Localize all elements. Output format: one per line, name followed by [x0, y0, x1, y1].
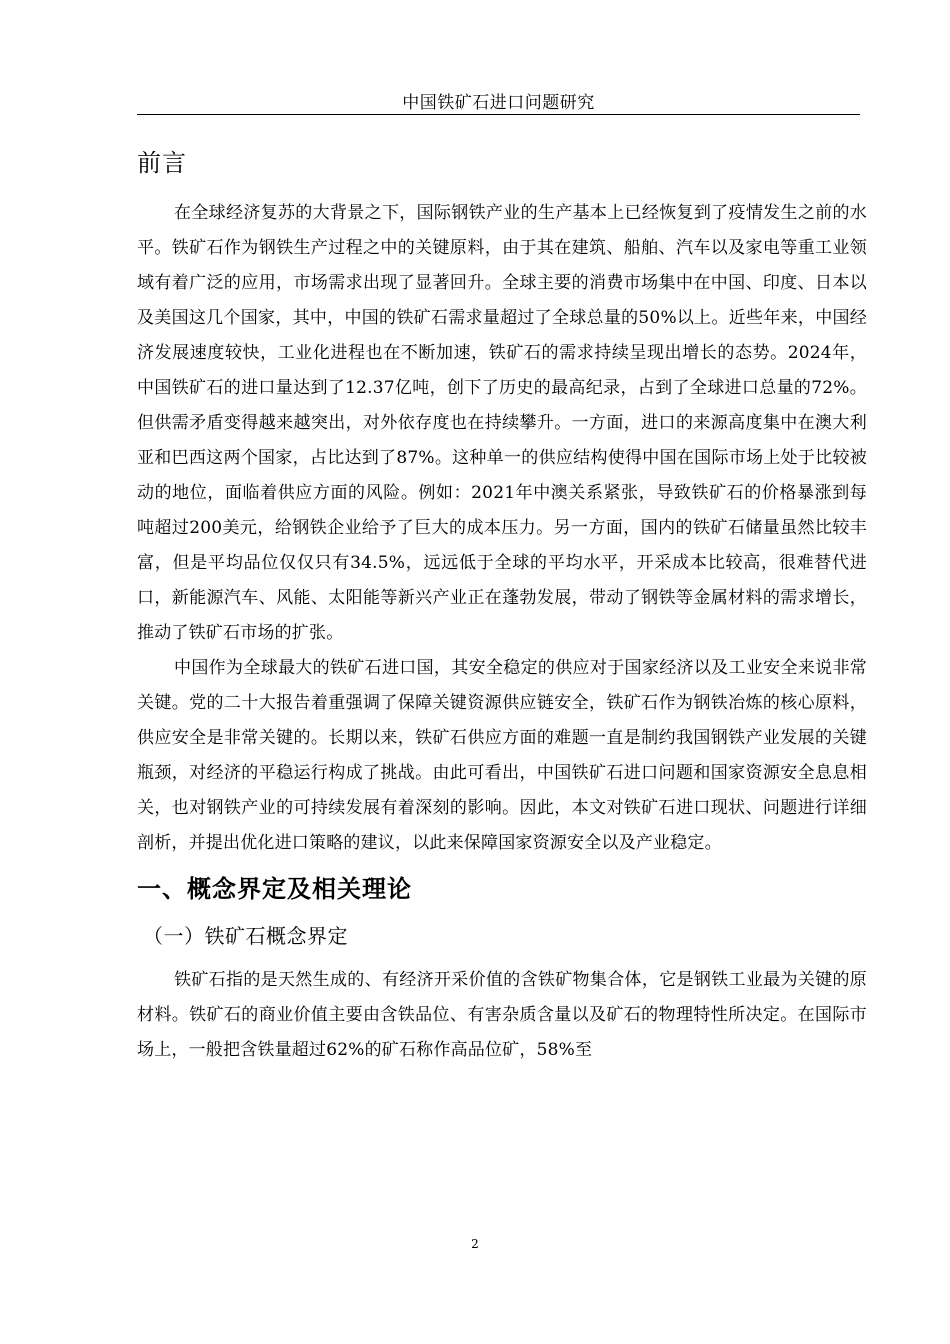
page-number: 2: [471, 1237, 479, 1251]
subsection-1-heading: （一）铁矿石概念界定: [143, 924, 348, 948]
preface-paragraph-2: 中国作为全球最大的铁矿石进口国，其安全稳定的供应对于国家经济以及工业安全来说非常关键。党的二十大报告着重强调了保障关键资源供应链安全，铁矿石作为钢铁冶炼的核心原料，供应安全是非常关键的。长期以来，铁矿石供应方面的难题一直是制约我国钢铁产业发展的关键瓶颈，对经济的平稳运行构成了挑战。由此可看出，中国铁矿石进口问题和国家资源安全息息相关，也对钢铁产业的可持续发展有着深刻的影响。因此，本文对铁矿石进口现状、问题进行详细剖析，并提出优化进口策略的建议，以此来保障国家资源安全以及产业稳定。: [137, 658, 867, 853]
running-header: 中国铁矿石进口问题研究: [402, 93, 595, 113]
page-content: [137, 143, 867, 1068]
preface-paragraph-1: 在全球经济复苏的大背景之下，国际钢铁产业的生产基本上已经恢复到了疫情发生之前的水平。铁矿石作为钢铁生产过程之中的关键原料，由于其在建筑、船舶、汽车以及家电等重工业领域有着广泛的应用，市场需求出现了显著回升。全球主要的消费市场集中在中国、印度、日本以及美国这几个国家，其中，中国的铁矿石需求量超过了全球总量的50%以上。近些年来，中国经济发展速度较快，工业化进程也在不断加速，铁矿石的需求持续呈现出增长的态势。2024年，中国铁矿石的进口量达到了12.37亿吨，创下了历史的最高纪录，占到了全球进口总量的72%。但供需矛盾变得越来越突出，对外依存度也在持续攀升。一方面，进口的来源高度集中在澳大利亚和巴西这两个国家，占比达到了87%。这种单一的供应结构使得中国在国际市场上处于比较被动的地位，面临着供应方面的风险。例如：2021年中澳关系紧张，导致铁矿石的价格暴涨到每吨超过200美元，给钢铁企业给予了巨大的成本压力。另一方面，国内的铁矿石储量虽然比较丰富，但是平均品位仅仅只有34.5%，远远低于全球的平均水平，开采成本比较高，很难替代进口，新能源汽车、风能、太阳能等新兴产业正在蓬勃发展，带动了钢铁等金属材料的需求增长，推动了铁矿石市场的扩张。: [137, 203, 867, 643]
header-divider: [137, 114, 860, 115]
subsection-1-paragraph: 铁矿石指的是天然生成的、有经济开采价值的含铁矿物集合体，它是钢铁工业最为关键的原材料。铁矿石的商业价值主要由含铁品位、有害杂质含量以及矿石的物理特性所决定。在国际市场上，一般把含铁量超过62%的矿石称作高品位矿，58%至: [137, 970, 867, 1060]
section-1-heading: 一、概念界定及相关理论: [137, 875, 412, 903]
preface-heading: 前言: [137, 149, 187, 177]
